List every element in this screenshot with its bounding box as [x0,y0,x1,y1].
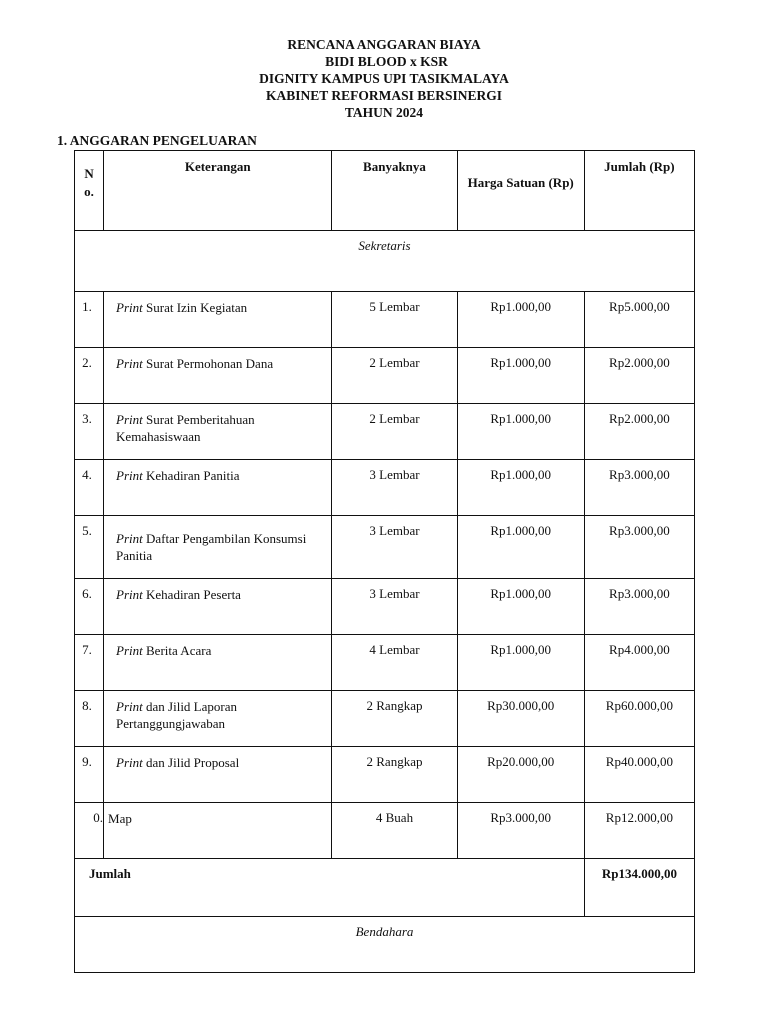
cell-keterangan-text: Map [108,811,132,826]
cell-keterangan-prefix: Print [116,356,143,371]
cell-keterangan-text: Daftar Pengambilan Konsumsi Panitia [116,531,307,563]
header-no [75,151,104,231]
cell-banyaknya: 2 Rangkap [332,747,457,803]
total-row [75,859,695,917]
cell-keterangan-text: Surat Pemberitahuan Kemahasiswaan [116,412,255,444]
cell-keterangan [104,691,332,747]
table-row [75,292,695,348]
cell-banyaknya: 2 Lembar [332,404,457,460]
cell-no: 6. [75,579,104,635]
cell-no: 2. [75,348,104,404]
header-line: TAHUN 2024 [344,105,424,120]
cell-keterangan-text: Kehadiran Panitia [142,468,240,483]
cell-harga-satuan: Rp1.000,00 [457,516,584,579]
header-no-line1: N [84,166,94,181]
cell-keterangan-prefix: Print [116,699,143,714]
cell-jumlah: Rp4.000,00 [584,635,694,691]
cell-harga-satuan: Rp20.000,00 [457,747,584,803]
cell-harga-satuan: Rp1.000,00 [457,292,584,348]
cell-keterangan [104,292,332,348]
table-row [75,460,695,516]
cell-keterangan-text: dan Jilid Laporan Pertanggungjawaban [116,699,237,731]
cell-keterangan-prefix: Print [116,531,143,546]
cell-no: 9. [75,747,104,803]
cell-keterangan-text: Berita Acara [142,643,212,658]
table-row [75,516,695,579]
cell-banyaknya: 3 Lembar [332,579,457,635]
cell-keterangan-prefix: Print [116,643,143,658]
cell-banyaknya: 2 Lembar [332,348,457,404]
header-banyaknya: Banyaknya [332,151,457,231]
cell-jumlah: Rp3.000,00 [584,516,694,579]
header-line: RENCANA ANGGARAN BIAYA [287,37,481,52]
cell-no: 5. [75,516,104,579]
section-row-sekretaris [75,231,695,292]
cell-no: 3. [75,404,104,460]
total-value: Rp134.000,00 [584,859,694,917]
cell-jumlah: Rp60.000,00 [584,691,694,747]
cell-keterangan-text: dan Jilid Proposal [142,755,240,770]
cell-harga-satuan: Rp30.000,00 [457,691,584,747]
cell-harga-satuan: Rp3.000,00 [457,803,584,859]
cell-banyaknya: 3 Lembar [332,516,457,579]
table-row [75,579,695,635]
cell-banyaknya: 4 Buah [332,803,457,859]
cell-harga-satuan: Rp1.000,00 [457,460,584,516]
cell-harga-satuan: Rp1.000,00 [457,579,584,635]
table-header-row [75,151,695,231]
section-title: 1. ANGGARAN PENGELUARAN [57,133,257,148]
header-line: KABINET REFORMASI BERSINERGI [265,88,503,103]
cell-keterangan-text: Surat Izin Kegiatan [142,300,248,315]
section-label: Sekretaris [75,231,695,292]
header-line: DIGNITY KAMPUS UPI TASIKMALAYA [259,71,509,86]
cell-no: 4. [75,460,104,516]
header-harga-satuan: Harga Satuan (Rp) [457,151,584,231]
cell-keterangan [104,747,332,803]
cell-keterangan-prefix: Print [116,755,143,770]
table-row [75,348,695,404]
budget-table [74,150,695,973]
cell-jumlah: Rp3.000,00 [584,460,694,516]
cell-harga-satuan: Rp1.000,00 [457,635,584,691]
cell-keterangan [104,516,332,579]
cell-keterangan-prefix: Print [116,300,143,315]
cell-keterangan-prefix: Print [116,412,143,427]
cell-keterangan [104,460,332,516]
cell-jumlah: Rp2.000,00 [584,404,694,460]
cell-banyaknya: 5 Lembar [332,292,457,348]
cell-harga-satuan: Rp1.000,00 [457,348,584,404]
table-row [75,404,695,460]
table-row [75,691,695,747]
cell-banyaknya: 2 Rangkap [332,691,457,747]
cell-no: 1. [75,292,104,348]
cell-no: 0. [75,803,104,859]
cell-jumlah: Rp3.000,00 [584,579,694,635]
cell-keterangan [104,803,332,859]
cell-keterangan [104,404,332,460]
cell-jumlah: Rp2.000,00 [584,348,694,404]
cell-banyaknya: 4 Lembar [332,635,457,691]
cell-jumlah: Rp40.000,00 [584,747,694,803]
header-keterangan: Keterangan [104,151,332,231]
cell-harga-satuan: Rp1.000,00 [457,404,584,460]
table-row [75,635,695,691]
cell-no: 8. [75,691,104,747]
section-row-bendahara [75,917,695,973]
cell-keterangan [104,579,332,635]
header-line: BIDI BLOOD x KSR [325,54,448,69]
cell-banyaknya: 3 Lembar [332,460,457,516]
cell-keterangan [104,635,332,691]
section-label: Bendahara [75,917,695,973]
header-jumlah: Jumlah (Rp) [584,151,694,231]
cell-no: 7. [75,635,104,691]
total-label: Jumlah [75,859,585,917]
document-header [0,36,768,121]
cell-keterangan-text: Kehadiran Peserta [142,587,241,602]
cell-jumlah: Rp5.000,00 [584,292,694,348]
cell-keterangan-prefix: Print [116,587,143,602]
cell-keterangan-prefix: Print [116,468,143,483]
cell-jumlah: Rp12.000,00 [584,803,694,859]
cell-keterangan [104,348,332,404]
table-row [75,803,695,859]
table-row [75,747,695,803]
header-no-line2: o. [84,184,94,199]
cell-keterangan-text: Surat Permohonan Dana [142,356,274,371]
